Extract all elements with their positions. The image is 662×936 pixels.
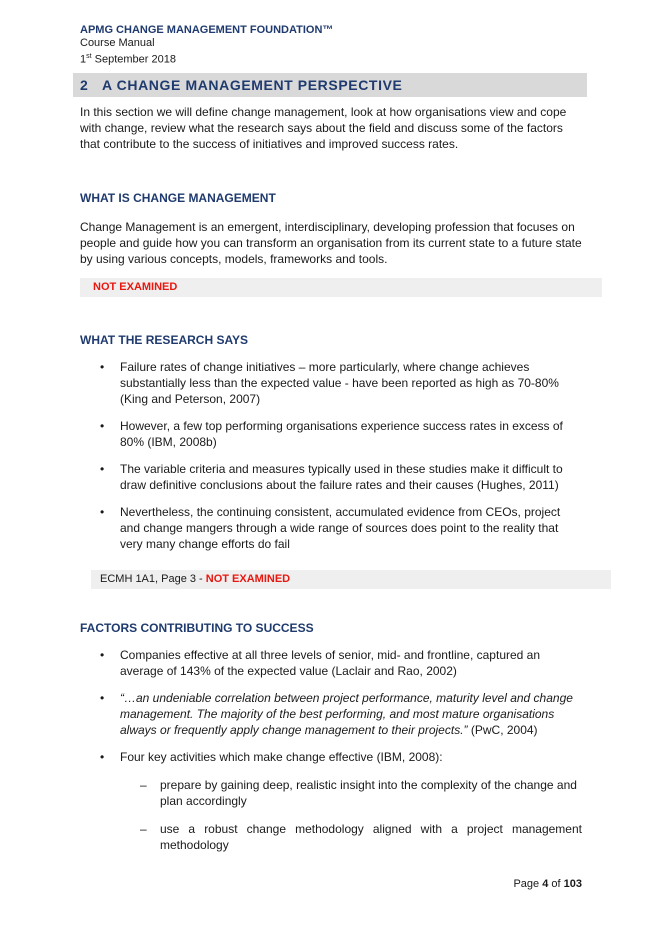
bullet-mark: •	[100, 691, 105, 705]
bullet-mark: •	[100, 505, 105, 519]
date-suffix: st	[86, 53, 92, 60]
section-title: A CHANGE MANAGEMENT PERSPECTIVE	[102, 77, 403, 93]
not-examined-flag: NOT EXAMINED	[205, 573, 291, 585]
list-item	[80, 359, 582, 407]
bullet-mark: •	[100, 360, 105, 374]
bullet-text: Four key activities which make change effective (IBM, 2008):	[120, 750, 443, 764]
bullet-mark: •	[100, 462, 105, 476]
page-word: Page	[513, 878, 543, 890]
section-intro: In this section we will define change management, look at how organisations view and cope with change, review what the research says about the field and discuss some of the factors that contribute to the success of initiatives and improved success rates.	[80, 105, 567, 151]
sub-item-text: use a robust change methodology aligned with a project management methodology	[160, 822, 582, 852]
list-item	[80, 749, 582, 765]
section-heading-bar	[73, 73, 587, 97]
heading-factors-success: FACTORS CONTRIBUTING TO SUCCESS	[80, 621, 314, 635]
bullet-text: Failure rates of change initiatives – more particularly, where change achieves substantially less than the expected value - have been reported as high as 70-80% (King and Peterson, 2007)	[120, 360, 559, 406]
bullet-text: However, a few top performing organisations experience success rates in excess of 80% (IBM, 2008b)	[120, 419, 563, 449]
list-item	[80, 690, 582, 738]
bullet-mark: •	[100, 750, 105, 764]
list-item	[80, 418, 582, 450]
header-date	[80, 50, 333, 67]
manual-label: Course Manual	[80, 37, 155, 49]
sub-item	[140, 821, 582, 853]
bullet-mark: •	[100, 648, 105, 662]
of-word: of	[548, 878, 564, 890]
factors-bullet-list	[80, 647, 582, 776]
bullet-mark: •	[100, 419, 105, 433]
page-footer	[513, 878, 582, 890]
heading-what-is-change-management: WHAT IS CHANGE MANAGEMENT	[80, 191, 276, 205]
page-number: 4	[542, 878, 549, 890]
list-item	[80, 504, 582, 552]
quote-citation: (PwC, 2004)	[467, 723, 538, 737]
bullet-text: The variable criteria and measures typically used in these studies make it difficult to draw definitive conclusions about the failure rates and their causes (Hughes, 2011)	[120, 462, 563, 492]
not-examined-flag: NOT EXAMINED	[93, 281, 178, 293]
reference-note	[91, 570, 611, 589]
date-day: 1	[80, 53, 87, 66]
bullet-text: Nevertheless, the continuing consistent, accumulated evidence from CEOs, project and change mangers through a wide range of sources does point to the reality that very many change efforts do fail	[120, 505, 561, 551]
page-total: 103	[563, 878, 582, 890]
reference-text: ECMH 1A1, Page 3 -	[100, 573, 206, 585]
list-item	[80, 461, 582, 493]
sub-item	[140, 777, 582, 809]
date-rest: September 2018	[91, 53, 176, 66]
dash-mark: –	[140, 822, 147, 836]
brand-title: APMG CHANGE MANAGEMENT FOUNDATION™	[80, 24, 334, 36]
bullet-text: Companies effective at all three levels of senior, mid- and frontline, captured an average of 143% of the expected value (Laclair and Rao, 2002)	[120, 648, 541, 678]
research-bullet-list	[80, 359, 582, 563]
dash-mark: –	[140, 778, 147, 792]
not-examined-note	[80, 278, 602, 297]
heading-what-research-says: WHAT THE RESEARCH SAYS	[80, 333, 249, 347]
list-item	[80, 647, 582, 679]
quote-text: “…an undeniable correlation between project performance, maturity level and change management. The majority of the best performing, and most mature organisations always or frequently apply change management to their projects.”	[120, 691, 573, 737]
section-number: 2	[80, 77, 89, 93]
page-header	[80, 24, 333, 67]
what-is-body: Change Management is an emergent, interdisciplinary, developing profession that focuses on people and guide how you can transform an organisation from its current state to a future state by using various concepts, models, frameworks and tools.	[80, 220, 582, 266]
sub-item-text: prepare by gaining deep, realistic insight into the complexity of the change and plan accordingly	[160, 778, 577, 808]
